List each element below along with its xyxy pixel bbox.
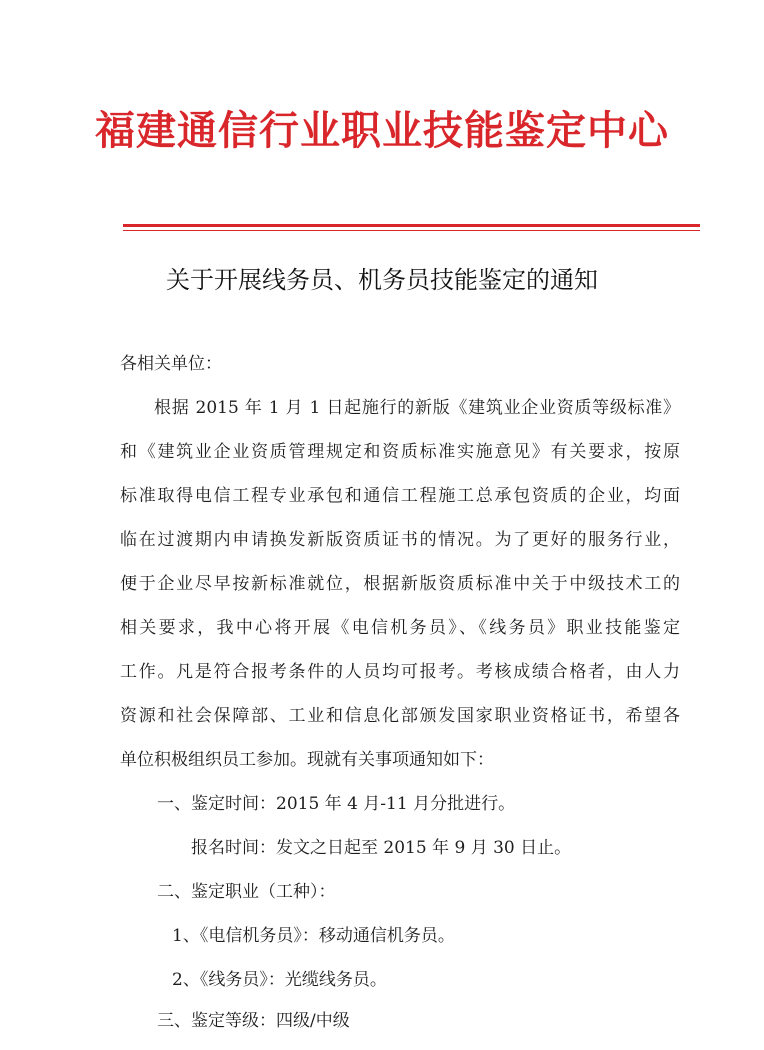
letterhead-rule-thin — [123, 230, 700, 231]
body-line-1: 根据 2015 年 1 月 1 日起施行的新版《建筑业企业资质等级标准》 — [154, 398, 680, 418]
letterhead-org-name: 福建通信行业职业技能鉴定中心 — [95, 107, 669, 154]
item-3-title: 三、鉴定等级：四级/中级 — [157, 1011, 350, 1031]
item-2-title: 二、鉴定职业（工种）： — [157, 882, 336, 902]
body-line-3: 标准取得电信工程专业承包和通信工程施工总承包资质的企业，均面 — [120, 486, 680, 506]
document-title: 关于开展线务员、机务员技能鉴定的通知 — [166, 266, 598, 294]
salutation: 各相关单位： — [120, 354, 222, 374]
letterhead-rule-thick — [123, 224, 700, 227]
body-line-9: 单位积极组织员工参加。现就有关事项通知如下： — [120, 750, 494, 770]
item-2-sub-1: 1、《电信机务员》：移动通信机务员。 — [172, 926, 455, 946]
item-1-title: 一、鉴定时间：2015 年 4 月-11 月分批进行。 — [157, 794, 516, 814]
body-line-8: 资源和社会保障部、工业和信息化部颁发国家职业资格证书，希望各 — [120, 706, 680, 726]
item-2-sub-2: 2、《线务员》：光缆线务员。 — [172, 970, 387, 990]
body-line-7: 工作。凡是符合报考条件的人员均可报考。考核成绩合格者，由人力 — [120, 662, 680, 682]
body-line-2: 和《建筑业企业资质管理规定和资质标准实施意见》有关要求，按原 — [120, 442, 680, 462]
body-line-5: 便于企业尽早按新标准就位，根据新版资质标准中关于中级技术工的 — [120, 574, 680, 594]
body-line-6: 相关要求，我中心将开展《电信机务员》、《线务员》职业技能鉴定 — [120, 618, 680, 638]
body-line-4: 临在过渡期内申请换发新版资质证书的情况。为了更好的服务行业， — [120, 530, 680, 550]
item-1-detail: 报名时间：发文之日起至 2015 年 9 月 30 日止。 — [191, 838, 572, 858]
